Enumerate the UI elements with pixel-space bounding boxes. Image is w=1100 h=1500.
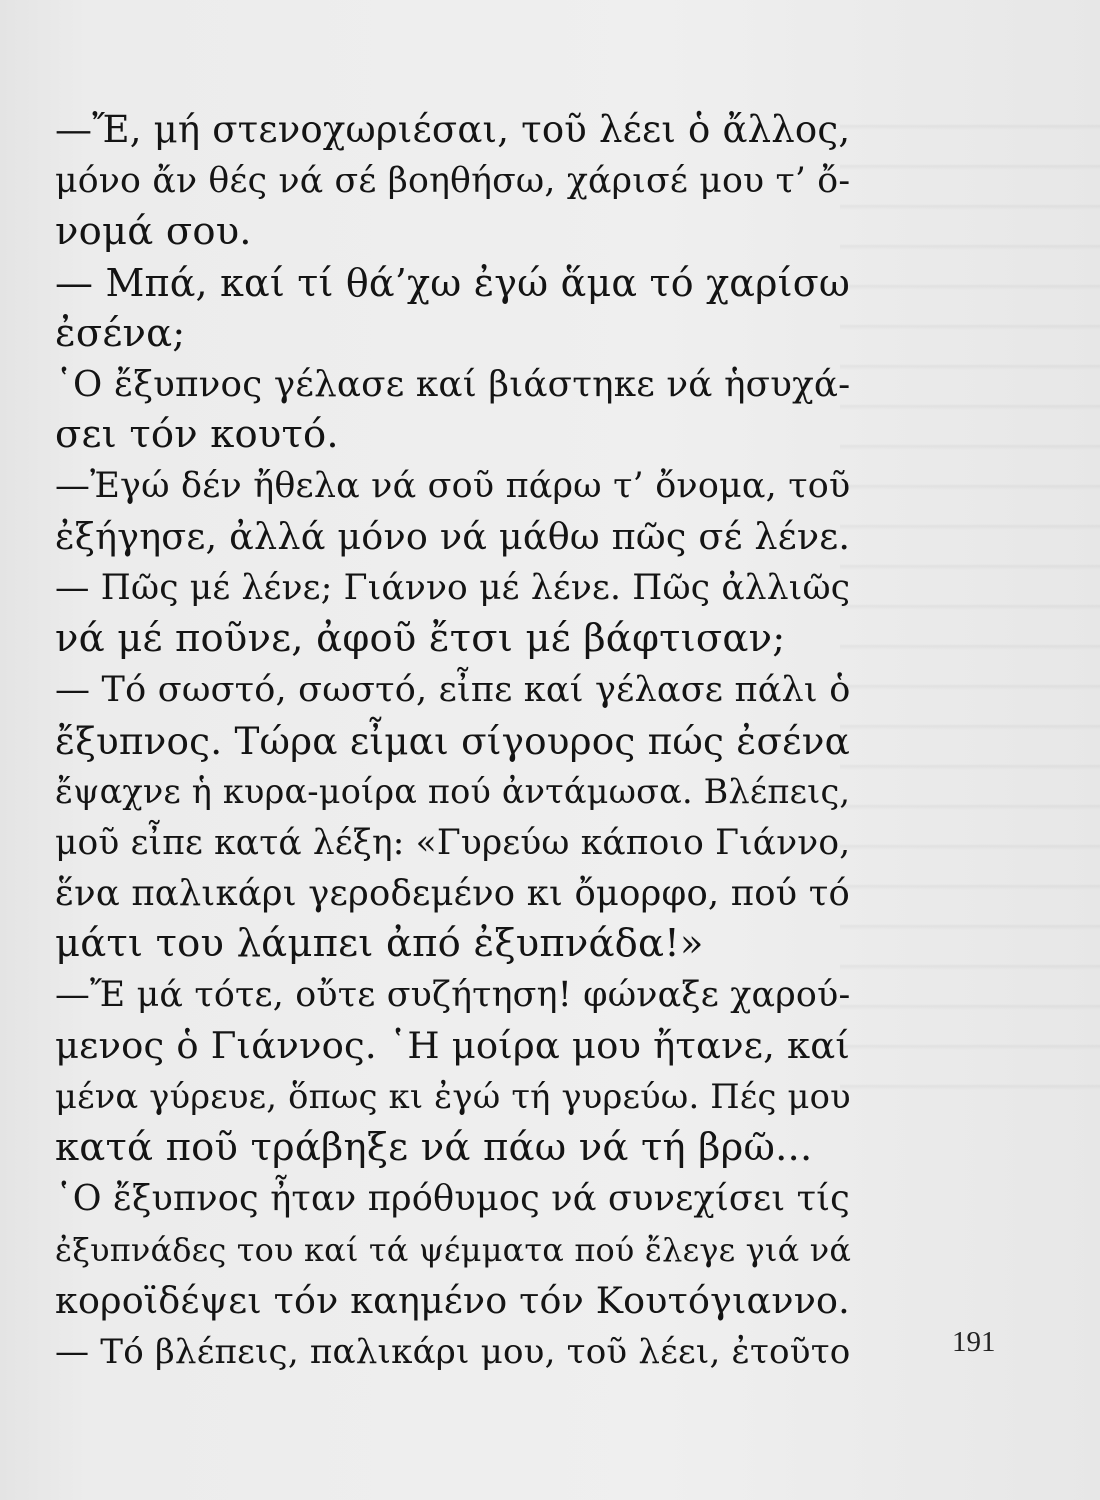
text-line: νά μέ ποῦνε, ἀφοῦ ἔτσι μέ βάφτισαν; [55,616,786,661]
text-line: μοῦ εἶπε κατά λέξη: «Γυρεύω κάποιο Γιάννο, [55,822,851,863]
page-number: 191 [952,1326,996,1358]
text-line: μάτι του λάμπει ἀπό ἐξυπνάδα!» [55,921,704,967]
text-line: μένα γύρευε, ὅπως κι ἐγώ τή γυρεύω. Πές μου [55,1077,851,1117]
text-line: — Πῶς μέ λένε; Γιάννο μέ λένε. Πῶς ἀλλιῶς [55,568,851,609]
text-line: —Ἔ μά τότε, οὔτε συζήτηση! φώναξε χαρού- [55,975,851,1016]
text-line: ἔξυπνος. Τώρα εἶμαι σίγουρος πώς ἐσένα [55,718,850,763]
text-line: —Ἐγώ δέν ἤθελα νά σοῦ πάρω τ’ ὄνομα, τοῦ [55,466,851,507]
text-line: ἐσένα; [55,310,186,356]
text-line: — Μπά, καί τί θά’χω ἐγώ ἅμα τό χαρίσω [55,260,850,305]
text-line: νομά σου. [55,208,252,254]
text-line: ἕνα παλικάρι γεροδεμένο κι ὄμορφο, πού τό [55,872,850,914]
text-line: ἔψαχνε ἡ κυρα-μοίρα πού ἀντάμωσα. Βλέπεις, [55,771,851,811]
text-line: σει τόν κουτό. [55,412,339,458]
text-line: — Τό βλέπεις, παλικάρι μου, τοῦ λέει, ἐτοῦτο [55,1331,851,1372]
text-line: —Ἔ, μή στενοχωριέσαι, τοῦ λέει ὁ ἄλλος, [55,108,851,151]
show-through-text [840,90,1100,1090]
text-line: κατά ποῦ τράβηξε νά πάω νά τή βρῶ... [55,1125,813,1170]
text-line: ῾Ο ἔξυπνος γέλασε καί βιάστηκε νά ἡσυχά- [55,363,851,405]
text-line: μενος ὁ Γιάννος. ῾Η μοίρα μου ἤτανε, καί [55,1024,851,1068]
text-line: κοροϊδέψει τόν καημένο τόν Κουτόγιαννο. [55,1278,850,1322]
text-line: — Τό σωστό, σωστό, εἶπε καί γέλασε πάλι ὁ [55,668,851,710]
text-line: μόνο ἄν θές νά σέ βοηθήσω, χάρισέ μου τ’ ὄ- [55,160,851,201]
text-line: ἐξήγησε, ἀλλά μόνο νά μάθω πῶς σέ λένε. [55,515,851,559]
text-line: ῾Ο ἔξυπνος ἦταν πρόθυμος νά συνεχίσει τίς [55,1177,851,1219]
text-line: ἐξυπνάδες του καί τά ψέμματα πού ἔλεγε γιά νά [55,1230,852,1269]
